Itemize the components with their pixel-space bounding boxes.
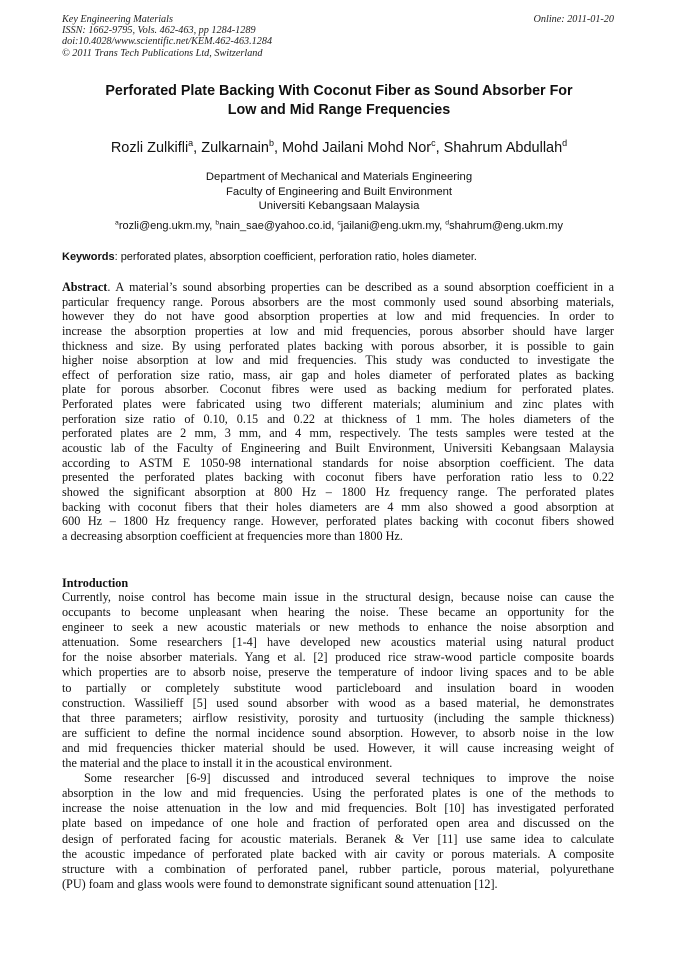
abstract-line [62, 280, 614, 295]
intro-line: to partially or completely substitute wood particleboard and insulation board in wooden [62, 680, 614, 695]
affiliation-line: Faculty of Engineering and Built Environment [225, 185, 453, 198]
intro-line: absorption in the low and mid frequencies. Using the perforated plates is one of the methods to [62, 786, 614, 801]
email-list [62, 219, 616, 233]
introduction-body [62, 590, 614, 892]
intro-line: occupants to become unpleasant when hearing the noise. These became an opportunity for the [62, 605, 614, 620]
abstract-line: a decreasing absorption coefficient at frequencies more than 1800 Hz. [62, 528, 403, 543]
author-affil-mark: d [562, 138, 568, 149]
journal-copyright: © 2011 Trans Tech Publications Ltd, Switzerland [62, 47, 263, 59]
abstract-label: Abstract [62, 280, 108, 294]
journal-doi: doi:10.4028/www.scientific.net/KEM.462-463.1284 [62, 36, 273, 48]
affiliation-block [62, 170, 616, 214]
abstract-line: showed the significant absorption at 800 Hz – 1800 Hz frequency range. The perforated plates [62, 484, 614, 499]
intro-line: (PU) foam and glass wools were found to demonstrate significant sound attenuation [12]. [62, 876, 498, 891]
abstract-paragraph [62, 280, 614, 544]
abstract-line: perforated plates are 2 mm, 3 mm, and 4 mm, respectively. The tests samples were tested at the [62, 426, 614, 441]
intro-line: for the noise absorber materials. Yang et al. [2] produced rice straw-wood particle composite boards [62, 650, 614, 665]
abstract-line: higher noise absorption at low and mid frequencies. This study was conducted to investigate the [62, 353, 614, 368]
journal-name: Key Engineering Materials [62, 14, 173, 25]
intro-line: Some researcher [6-9] discussed and introduced several techniques to improve the noise [84, 771, 614, 786]
paper-title [62, 82, 616, 120]
abstract-line: 600 Hz – 1800 Hz frequency range. However, perforated plates backing with coconut fibers showed [62, 514, 614, 529]
author-email: jailani@eng.ukm.my, [340, 220, 446, 232]
abstract-line: effect of perforation size ratio, mass, air gap and holes diameter of perforated plates as backing [62, 367, 614, 382]
author-separator: , [435, 140, 444, 156]
author-name: Mohd Jailani Mohd Nor [282, 140, 432, 156]
email-affil-mark: d [445, 219, 450, 227]
abstract-line: perforation size ratio of 0.10, 0.15 and 0.22 at thickness of 1 mm. The holes diameters of the [62, 411, 614, 426]
abstract-line: however they do not have good absorption properties at low and mid frequencies. In order to [62, 309, 614, 324]
author-separator: , [193, 140, 202, 156]
author-name: Shahrum Abdullah [443, 140, 563, 156]
author-separator: , [273, 140, 282, 156]
author-name: Rozli Zulkifli [110, 140, 189, 156]
abstract-line: acoustic lab of the Faculty of Engineering and Built Environment, Universiti Kebangsaan Malaysia [62, 441, 614, 456]
keywords-text: : perforated plates, absorption coefficient, perforation ratio, holes diameter. [114, 251, 477, 263]
keywords-line [62, 250, 622, 264]
abstract-line: backing with coconut fibers that their holes diameters are 4 mm also showed a good absorption at [62, 499, 614, 514]
affiliation-line: Universiti Kebangsaan Malaysia [258, 200, 420, 213]
intro-line: design of perforated facing for acoustic materials. Beranek & Ver [11] use same idea to calculate [62, 831, 614, 846]
abstract-line: thickness and size. By using perforated plates backing with porous absorber, it is possible to gain [62, 338, 614, 353]
author-name: Zulkarnain [201, 140, 269, 156]
intro-line: the material and the place to install it in the acoustical environment. [62, 756, 393, 771]
email-affil-mark: a [115, 219, 119, 227]
author-affil-mark: c [431, 138, 436, 149]
abstract-line: according to ASTM E 1050-98 international standards for noise absorption coefficient. The data [62, 455, 614, 470]
intro-line: and mid frequencies thicker material should be used. However, it will cause increasing weight of [62, 740, 614, 755]
email-affil-mark: c [337, 219, 341, 227]
intro-line: the acoustic impedance of perforated plate backed with air cavity or porous materials. A composite [62, 846, 614, 861]
abstract-line: particular frequency range. Porous absorbers are the most commonly used sound absorbing materials, [62, 294, 614, 309]
title-line: Low and Mid Range Frequencies [227, 102, 451, 118]
intro-line: Currently, noise control has become main issue in the structural design, because noise can cause the [62, 590, 614, 604]
journal-header [62, 14, 272, 59]
abstract-first-line-text: . A material’s sound absorbing properties can be described as a sound absorption coefficient in a [107, 280, 614, 294]
author-email: shahrum@eng.ukm.my [449, 220, 563, 232]
author-email: nain_sae@yahoo.co.id, [219, 220, 338, 232]
title-line: Perforated Plate Backing With Coconut Fiber as Sound Absorber For [105, 83, 573, 99]
abstract-line: presented the perforated plates backing with coconut fibers have perforation ratio less to 0.22 [62, 470, 614, 485]
author-email: rozli@eng.ukm.my, [118, 220, 216, 232]
intro-line: increase the noise attenuation in the low and mid frequencies. Bolt [10] has investigated perforated [62, 801, 614, 816]
author-list [62, 138, 616, 158]
author-affil-mark: b [268, 138, 274, 149]
abstract-line: increase the absorption properties at low and mid frequencies, porous absorber should have larger [62, 323, 614, 338]
abstract-line: Perforated plates were fabricated using two different materials; aluminium and zinc plates with [62, 397, 614, 412]
intro-line: construction. Wassilieff [5] used sound absorber with wood as a based material, he demonstrates [62, 695, 614, 710]
abstract-line: plate for porous absorber. Coconut fibres were used as backing medium for perforated plates. [62, 382, 614, 397]
intro-line: are sufficient to define the normal incidence sound absorption. However, to absorb noise in the low [62, 725, 614, 740]
intro-line: structure with a combination of perforated panel, rubber particle, porous material, polyurethane [62, 861, 614, 876]
affiliation-line: Department of Mechanical and Materials Engineering [205, 171, 473, 183]
intro-line: that three parameters; airflow resistivity, porosity and turtuosity (including the sample thickness) [62, 710, 614, 725]
email-affil-mark: b [215, 219, 220, 227]
author-affil-mark: a [188, 138, 194, 149]
intro-line: attenuation. Some researchers [1-4] have developed new acoustics material using natural product [62, 635, 614, 650]
keywords-label: Keywords [62, 251, 115, 263]
intro-line: plate based on impedance of one hole and fraction of perforated open area and discussed on the [62, 816, 614, 831]
intro-line: which properties are to absorb noise, preserve the temperature of indoor living spaces and to be able [62, 665, 614, 680]
section-heading-introduction: Introduction [62, 576, 129, 590]
intro-line: engineer to seek a new acoustic materials or new methods to enhance the noise absorption and [62, 620, 614, 635]
online-date: Online: 2011-01-20 [533, 14, 614, 25]
journal-issn: ISSN: 1662-9795, Vols. 462-463, pp 1284-1289 [62, 25, 256, 37]
